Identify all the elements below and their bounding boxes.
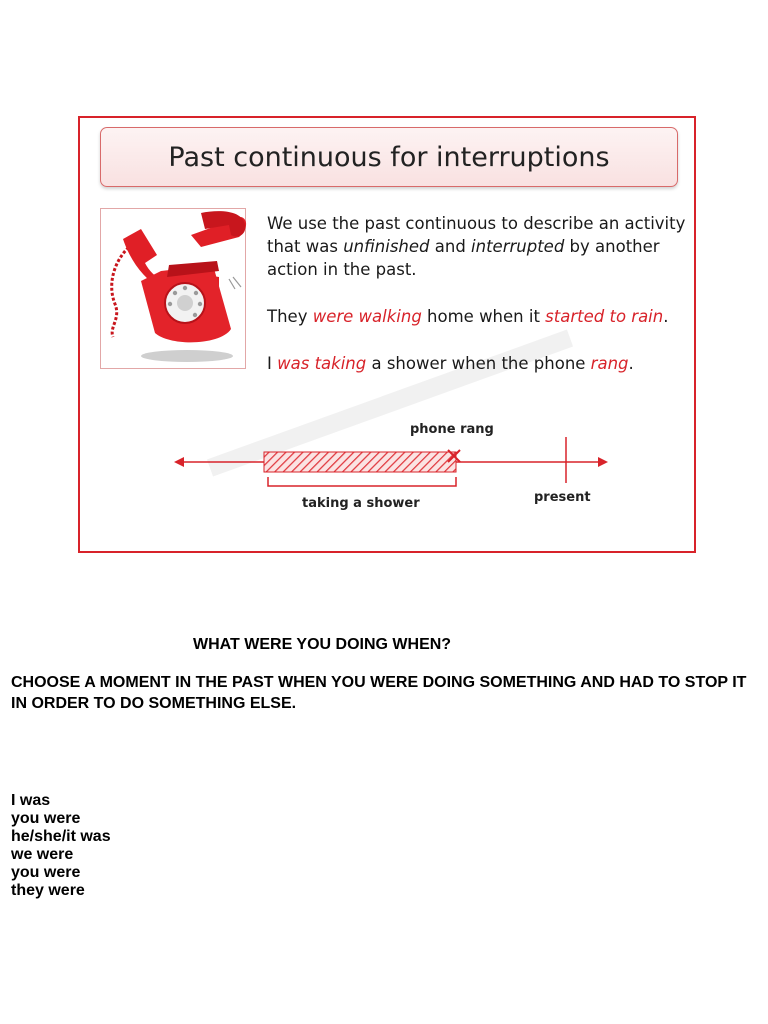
explanation-text xyxy=(267,212,687,399)
label-phone-rang: phone rang xyxy=(410,422,494,437)
definition-text-1: We use the past continuous to describe an activity that was xyxy=(267,214,686,256)
example1-text-2: home when it xyxy=(421,307,546,326)
telephone-icon xyxy=(101,209,247,370)
definition-paragraph xyxy=(267,212,687,281)
pronoun-item: they were xyxy=(11,882,85,899)
slide-title: Past continuous for interruptions xyxy=(168,142,610,173)
worksheet-heading: WHAT WERE YOU DOING WHEN? xyxy=(193,636,452,653)
timeline-diagram xyxy=(170,423,615,528)
word-unfinished: unfinished xyxy=(343,237,430,256)
definition-text-2: and xyxy=(429,237,472,256)
pronoun-item: I was xyxy=(11,792,51,809)
example2-text-3: . xyxy=(628,354,634,373)
example-shower xyxy=(267,352,687,375)
example1-text-1: They xyxy=(267,307,313,326)
example1-highlight-2: started to rain xyxy=(545,307,664,326)
pronoun-item: we were xyxy=(11,846,74,863)
example-walking xyxy=(267,305,687,328)
arrow-right-icon xyxy=(598,457,608,467)
example2-highlight-1: was taking xyxy=(277,354,367,373)
example1-highlight-1: were walking xyxy=(312,307,422,326)
pronoun-list xyxy=(11,792,111,900)
lesson-slide xyxy=(78,116,696,553)
pronoun-item: he/she/it was xyxy=(11,828,111,845)
example2-highlight-2: rang xyxy=(590,354,629,373)
definition-text-3: by another action in the past. xyxy=(267,237,660,279)
pronoun-item: you were xyxy=(11,864,81,881)
word-interrupted: interrupted xyxy=(471,237,565,256)
example2-text-2: a shower when the phone xyxy=(366,354,591,373)
shower-duration-bar xyxy=(264,452,456,472)
label-present: present xyxy=(534,490,591,505)
worksheet-instruction: CHOOSE A MOMENT IN THE PAST WHEN YOU WERE DOING SOMETHING AND HAD TO STOP IT IN ORDER TO DO SOMETHING ELSE. xyxy=(11,674,747,712)
duration-bracket xyxy=(268,477,456,486)
phone-image xyxy=(100,208,246,369)
arrow-left-icon xyxy=(174,457,184,467)
example1-text-3: . xyxy=(663,307,669,326)
example2-text-1: I xyxy=(267,354,278,373)
pronoun-item: you were xyxy=(11,810,81,827)
label-taking-shower: taking a shower xyxy=(302,496,420,511)
title-box xyxy=(100,127,678,187)
